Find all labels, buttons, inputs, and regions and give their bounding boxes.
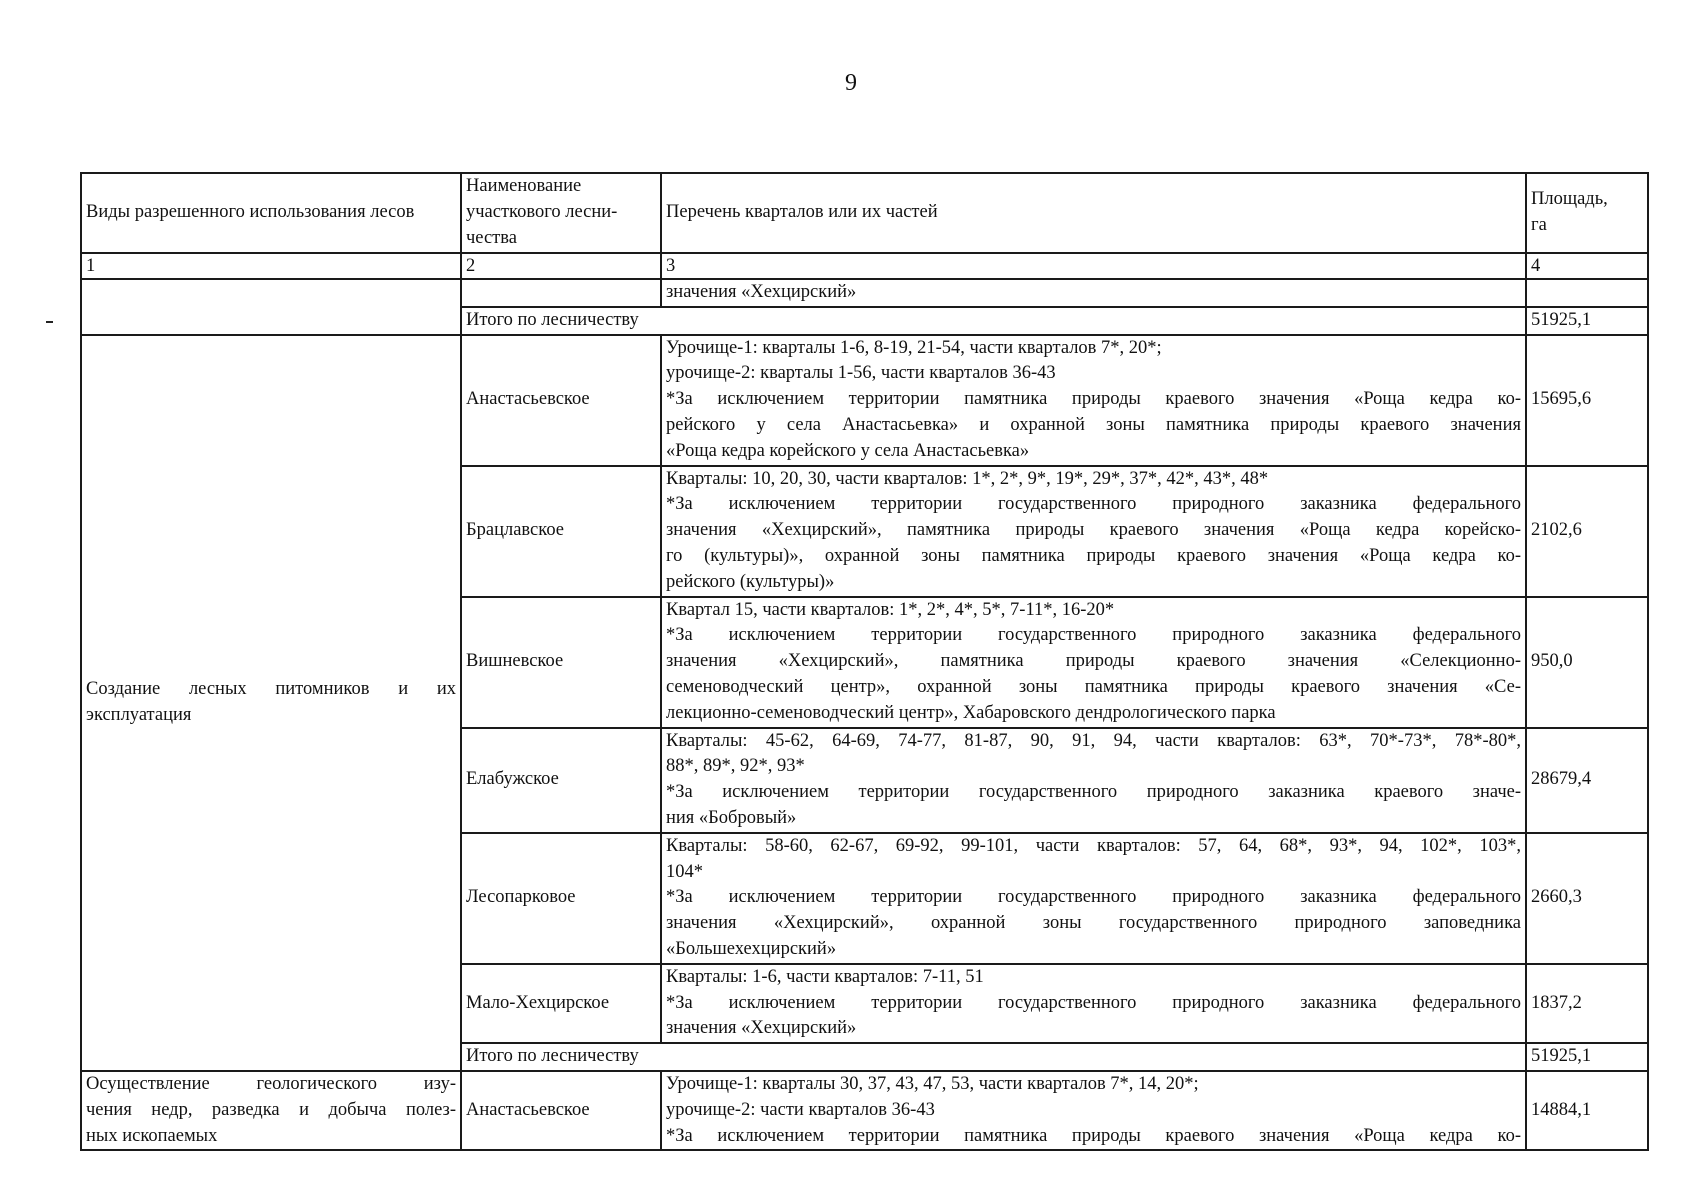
- quarters-cell: Квартал 15, части кварталов: 1*, 2*, 4*, 5*, 7-11*, 16-20* *За исключением территории государственного природного заказника федерального значения «Хехцирский», памятника природы краевого значения «Селекционно- семеноводческий центр», охранной зоны памятника природы краевого значения «Се- лекционно-семеноводческий центр», Хабаровского дендрологического парка: [661, 597, 1526, 728]
- header-quarters-list: Перечень кварталов или их частей: [661, 173, 1526, 253]
- area-value: 950,0: [1526, 597, 1648, 728]
- header-area: Площадь, га: [1526, 173, 1648, 253]
- area-value: 15695,6: [1526, 335, 1648, 466]
- forestry-name: Анастасьевское: [461, 335, 661, 466]
- area-value: 2660,3: [1526, 833, 1648, 964]
- usage-cell-continued: [81, 279, 461, 335]
- forestry-name: Елабужское: [461, 728, 661, 833]
- area-cell-empty: [1526, 279, 1648, 307]
- quarters-cell: Урочище-1: кварталы 30, 37, 43, 47, 53, части кварталов 7*, 14, 20*; урочище-2: части кварталов 36-43 *За исключением территории памятника природы краевого значения «Роща кедра ко-: [661, 1071, 1526, 1150]
- quarters-cell: Урочище-1: кварталы 1-6, 8-19, 21-54, части кварталов 7*, 20*; урочище-2: кварталы 1-56, части кварталов 36-43 *За исключением территории памятника природы краевого значения «Роща кедра ко- рейского у села Анастасьевка» и охранной зоны памятника природы краевого значения «Роща кедра корейского у села Анастасьевка»: [661, 335, 1526, 466]
- area-value: 2102,6: [1526, 466, 1648, 597]
- forestry-name: Мало-Хехцирское: [461, 964, 661, 1043]
- forestry-name: Анастасьевское: [461, 1071, 661, 1150]
- forestry-name: Вишневское: [461, 597, 661, 728]
- subtotal-value: 51925,1: [1526, 1043, 1648, 1071]
- table-row: [81, 335, 1648, 466]
- table-header-row: [81, 173, 1648, 253]
- quarters-cell: Кварталы: 1-6, части кварталов: 7-11, 51 *За исключением территории государственного природного заказника федерального значения «Хехцирский»: [661, 964, 1526, 1043]
- continuation-row: [81, 279, 1648, 307]
- column-number-row: [81, 253, 1648, 279]
- forestry-name: Брацлавское: [461, 466, 661, 597]
- quarters-cell: Кварталы: 45-62, 64-69, 74-77, 81-87, 90, 91, 94, части кварталов: 63*, 70*-73*, 78*-80*, 88*, 89*, 92*, 93* *За исключением территории государственного природного заказника краевого значе- ния «Бобровый»: [661, 728, 1526, 833]
- column-number: 3: [661, 253, 1526, 279]
- column-number: 1: [81, 253, 461, 279]
- column-number: 4: [1526, 253, 1648, 279]
- page-number: 9: [845, 70, 857, 96]
- subtotal-label: Итого по лесничеству: [461, 1043, 1526, 1071]
- table-row: [81, 1071, 1648, 1150]
- area-value: 1837,2: [1526, 964, 1648, 1043]
- usage-type-geology: Осуществление геологического изу- чения недр, разведка и добыча полез- ных ископаемых: [81, 1071, 461, 1150]
- subtotal-label: Итого по лесничеству: [461, 307, 1526, 335]
- forestry-cell-empty: [461, 279, 661, 307]
- column-number: 2: [461, 253, 661, 279]
- margin-mark: [46, 321, 53, 323]
- area-value: 28679,4: [1526, 728, 1648, 833]
- forest-use-table: [80, 172, 1649, 1151]
- usage-type-nurseries: Создание лесных питомников и их эксплуатация: [81, 335, 461, 1071]
- forestry-name: Лесопарковое: [461, 833, 661, 964]
- subtotal-value: 51925,1: [1526, 307, 1648, 335]
- header-forestry-name: Наименование участкового лесни- чества: [461, 173, 661, 253]
- quarters-cell: Кварталы: 10, 20, 30, части кварталов: 1*, 2*, 9*, 19*, 29*, 37*, 42*, 43*, 48* *За исключением территории государственного природного заказника федерального значения «Хехцирский», памятника природы краевого значения «Роща кедра корейско- го (культуры)», охранной зоны памятника природы краевого значения «Роща кедра ко- рейского (культуры)»: [661, 466, 1526, 597]
- quarters-cell: значения «Хехцирский»: [661, 279, 1526, 307]
- quarters-cell: Кварталы: 58-60, 62-67, 69-92, 99-101, части кварталов: 57, 64, 68*, 93*, 94, 102*, 103*, 104* *За исключением территории государственного природного заказника федерального значения «Хехцирский», охранной зоны государственного природного заповедника «Большехехцирский»: [661, 833, 1526, 964]
- header-usage-types: Виды разрешенного использования лесов: [81, 173, 461, 253]
- area-value: 14884,1: [1526, 1071, 1648, 1150]
